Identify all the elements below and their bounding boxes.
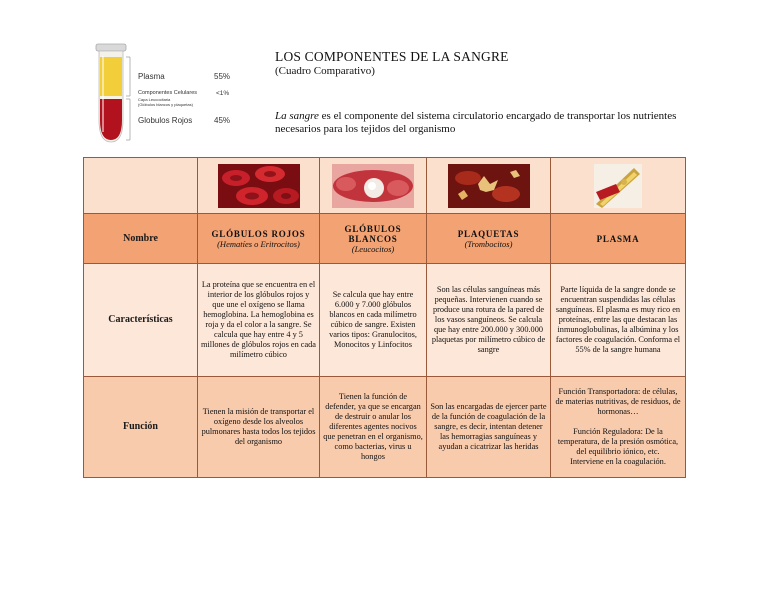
characteristics-cell: La proteína que se encuentra en el interior de los glóbulos rojos y que une el oxígeno se llama hemoglobina. La hemoglobina es roja y da el color a la sangre. Se calcula que hay entre 4 y 5 millones de glóbulos rojos en cada milímetro cúbico bbox=[198, 264, 320, 377]
column-subtitle: (Trombocitos) bbox=[464, 238, 513, 249]
legend-cellular bbox=[138, 90, 242, 112]
page-title: LOS COMPONENTES DE LA SANGRE bbox=[275, 49, 509, 64]
legend-label: Globulos Rojos bbox=[138, 116, 193, 125]
test-tube-icon bbox=[92, 42, 132, 146]
white-blood-cell-image bbox=[332, 164, 414, 208]
function-cell: Tienen la función de defender, ya que se encargan de destruir o anular los diferentes agentes nocivos que penetran en el organismo, como bacterias, virus u hongos bbox=[320, 377, 427, 478]
plasma-image bbox=[594, 164, 642, 208]
name-row bbox=[84, 214, 686, 264]
empty-cell bbox=[84, 158, 198, 214]
page-subtitle: (Cuadro Comparativo) bbox=[275, 65, 375, 77]
image-row bbox=[84, 158, 686, 214]
column-title: GLÓBULOS ROJOS bbox=[211, 228, 306, 239]
name-cell bbox=[551, 214, 686, 264]
column-title: GLÓBULOS BLANCOS bbox=[344, 223, 402, 244]
function-line: Función Transportadora: de células, de materias nutritivas, de residuos, de hormonas… bbox=[555, 387, 681, 416]
name-cell bbox=[320, 214, 427, 264]
intro-text bbox=[275, 110, 695, 136]
characteristics-cell: Se calcula que hay entre 6.000 y 7.000 glóbulos blancos en cada milímetro cúbico de sangre. Existen varios tipos: Granulocitos, Monocitos y Linfocitos bbox=[320, 264, 427, 377]
comparison-table bbox=[83, 157, 686, 478]
legend-note: (Glóbulos blancos y plaquetas) bbox=[138, 102, 193, 107]
legend-red bbox=[138, 116, 242, 128]
legend-pct: 55% bbox=[214, 72, 231, 81]
row-label-name: Nombre bbox=[84, 214, 198, 264]
function-cell: Son las encargadas de ejercer parte de la función de coagulación de la sangre, es decir, intentan detener las hemorragias sanguíneas y ayudan a cicatrizar las heridas bbox=[427, 377, 551, 478]
legend-label: Plasma bbox=[138, 72, 165, 81]
image-cell bbox=[551, 158, 686, 214]
column-title: PLASMA bbox=[596, 233, 640, 244]
name-cell bbox=[427, 214, 551, 264]
column-subtitle: (Leucocitos) bbox=[351, 243, 395, 254]
function-row bbox=[84, 377, 686, 478]
row-label-characteristics: Características bbox=[84, 264, 198, 377]
characteristics-cell: Parte líquida de la sangre donde se encuentran suspendidas las células sanguíneas. El plasma es muy rico en proteínas, entre las que destacan las inmunoglobulinas, la albúmina y los factores de coagulación. Conforma el 55% de la sangre humana bbox=[551, 264, 686, 377]
image-cell bbox=[320, 158, 427, 214]
column-title: PLAQUETAS bbox=[457, 228, 520, 239]
image-cell bbox=[198, 158, 320, 214]
name-cell bbox=[198, 214, 320, 264]
function-cell: Tienen la misión de transportar el oxígeno desde los alveolos pulmonares hasta todos los tejidos del organismo bbox=[198, 377, 320, 478]
intro-rest: es el componente del sistema circulatorio encargado de transportar los nutrientes necesarios para los tejidos del organismo bbox=[275, 110, 677, 135]
blood-tube-figure bbox=[92, 42, 242, 146]
legend-note: Capa Leucocitaria bbox=[138, 97, 171, 102]
image-cell bbox=[427, 158, 551, 214]
function-cell bbox=[551, 377, 686, 478]
legend-plasma bbox=[138, 72, 242, 84]
intro-emphasis: La sangre bbox=[275, 110, 319, 122]
characteristics-cell: Son las células sanguíneas más pequeñas. Intervienen cuando se produce una rotura de la pared de los vasos sanguíneos. Se calcula que hay entre 200.000 y 300.000 plaquetas por milímetro cúbico de sangre bbox=[427, 264, 551, 377]
legend-pct: 45% bbox=[214, 116, 231, 125]
legend-label: Componentes Celulares bbox=[138, 90, 198, 96]
legend-pct: <1% bbox=[216, 90, 230, 97]
row-label-function: Función bbox=[84, 377, 198, 478]
function-line: Función Reguladora: De la temperatura, de la presión osmótica, del equilibrio iónico, etc. bbox=[557, 427, 679, 456]
characteristics-row bbox=[84, 264, 686, 377]
platelets-image bbox=[448, 164, 530, 208]
red-blood-cells-image bbox=[218, 164, 300, 208]
column-subtitle: (Hematíes o Eritrocitos) bbox=[217, 238, 300, 249]
function-line: Interviene en la coagulación. bbox=[570, 457, 666, 466]
